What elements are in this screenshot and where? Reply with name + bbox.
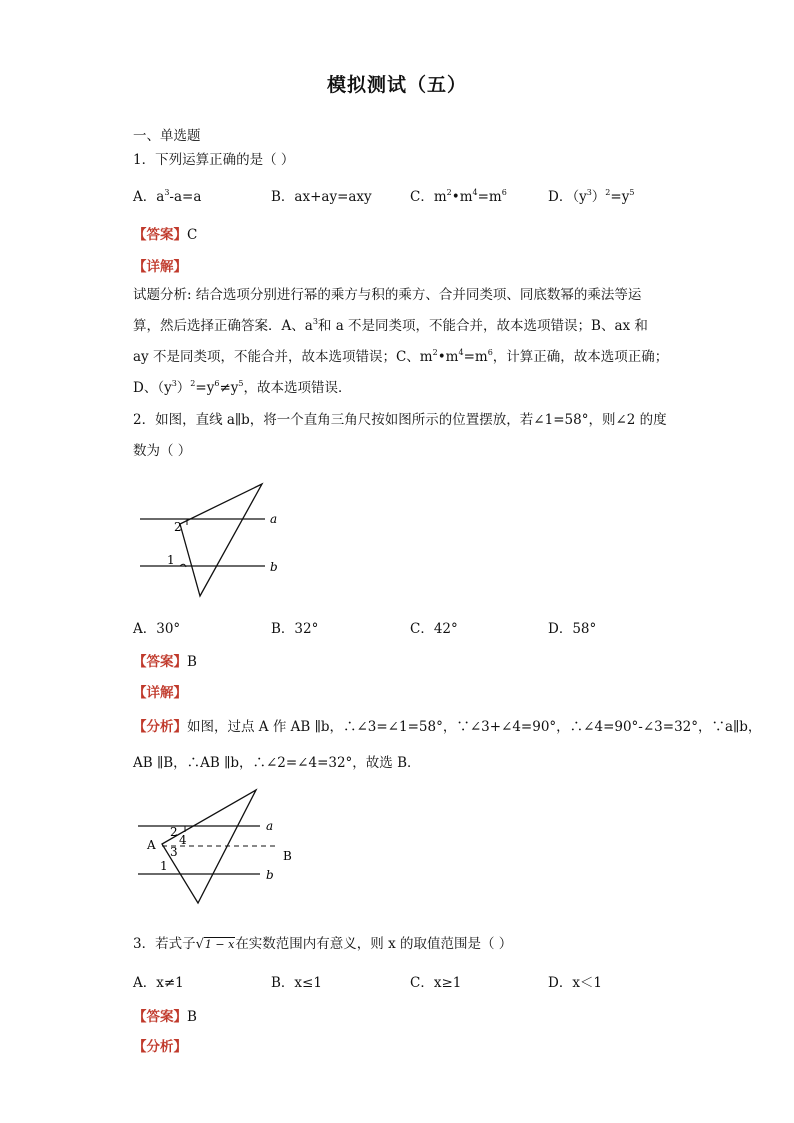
q2-analysis-line2: AB ∥B，∴AB ∥b，∴∠2=∠4=32°，故选 B． [133, 755, 421, 771]
analysis-label: 【分析】 [133, 719, 187, 735]
label-angle-2: 2 [174, 520, 182, 534]
q2-figure [130, 478, 290, 603]
label-b: b [270, 560, 278, 574]
triangle-ruler [180, 484, 262, 596]
q1-detail-line3: ay 不是同类项，不能合并，故本选项错误；C、$m^2•m^4=m^6$，计算正确，故本选项正确； [133, 348, 669, 365]
label-angle-2: 2 [170, 825, 178, 839]
answer-label: 【答案】 [133, 1009, 187, 1025]
q1-stem: 1．下列运算正确的是（ ） [133, 152, 295, 168]
q2-option-c: C．42° [410, 621, 458, 637]
q3-option-c: C．x≥1 [410, 975, 462, 991]
q2-stem-line1: 2．如图，直线 a∥b，将一个直角三角尺按如图所示的位置摆放，若∠1=58°，则∠2 的度 [133, 412, 667, 428]
answer-label: 【答案】 [133, 227, 187, 243]
q1-option-b: B．ax+ay=axy [271, 189, 372, 205]
answer-value: B [187, 1009, 197, 1025]
answer-label: 【答案】 [133, 654, 187, 670]
answer-value: B [187, 654, 197, 670]
label-angle-1: 1 [167, 553, 175, 567]
detail-label: 【详解】 [133, 259, 187, 275]
q3-option-d: D．x＜1 [548, 975, 603, 991]
q3-answer [133, 1005, 197, 1025]
q3-option-a: A．x≠1 [133, 975, 184, 991]
detail-label: 【详解】 [133, 685, 187, 701]
q1-option-c: C．$m^2•m^4=m^6$ [410, 188, 507, 205]
section-heading: 一、单选题 [133, 128, 201, 144]
label-b: b [266, 868, 274, 882]
q3-option-b: B．x≤1 [271, 975, 322, 991]
label-angle-4: 4 [179, 833, 187, 847]
label-point-b: B [283, 849, 292, 863]
q1-detail-line1: 试题分析: 结合选项分别进行幂的乘方与积的乘方、合并同类项、同底数幂的乘法等运 [133, 287, 642, 303]
q1-option-d: D．$(y^3)^2=y^5$ [548, 188, 635, 205]
q2-stem-line2: 数为（ ） [133, 443, 192, 459]
q2-answer [133, 650, 197, 670]
q2-option-b: B．32° [271, 621, 319, 637]
answer-value: C [187, 227, 198, 243]
q2-analysis-figure [130, 785, 305, 910]
q3-radicand: 1 − x [204, 938, 235, 951]
label-a: a [270, 512, 278, 526]
q1-option-a: A．$a^3-a=a$ [133, 188, 202, 205]
label-a: a [266, 819, 274, 833]
q2-option-d: D．58° [548, 621, 597, 637]
q2-analysis-line1: 【分析】如图，过点 A 作 AB ∥b，∴∠3=∠1=58°，∵∠3+∠4=90°，∴∠4=90°-∠3=32°，∵a∥b， [133, 719, 762, 735]
page-title: 模拟测试（五） [326, 74, 467, 96]
q1-answer [133, 223, 197, 243]
label-angle-1: 1 [160, 859, 168, 873]
q2-option-a: A．30° [133, 621, 181, 637]
label-angle-3: 3 [170, 845, 178, 859]
q3-stem: 3．若式子√1 − x在实数范围内有意义，则 x 的取值范围是（ ） [133, 936, 513, 952]
label-point-a: A [147, 838, 156, 852]
q1-detail-line2: 算，然后选择正确答案．A、$a^3$和 a 不是同类项，不能合并，故本选项错误；B、ax 和 [133, 317, 648, 334]
q1-detail-line4: D、$(y^3)^2=y^6\ne y^5$，故本选项错误． [133, 379, 352, 396]
analysis-label: 【分析】 [133, 1039, 187, 1055]
